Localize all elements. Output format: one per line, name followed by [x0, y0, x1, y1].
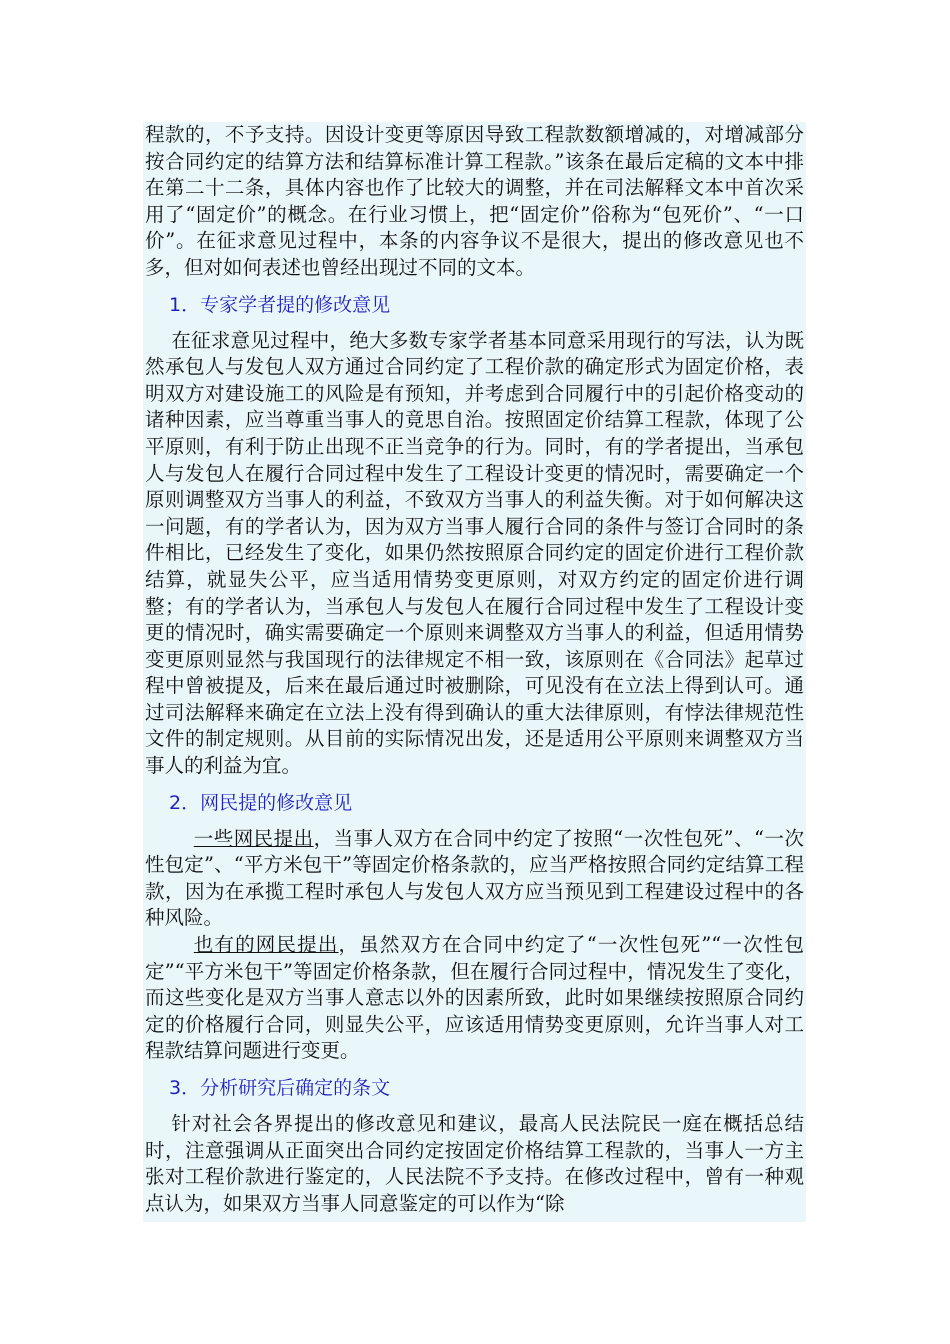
document-page [143, 122, 806, 1222]
section-2-heading: 2．网民提的修改意见 [169, 791, 353, 814]
section-2-paragraph-2 [145, 932, 804, 1065]
section-3-heading: 3．分析研究后确定的条文 [169, 1077, 391, 1099]
underlined-phrase: 一些网民提出 [193, 826, 314, 850]
document-body [143, 122, 806, 1217]
paragraph-text: ，虽然双方在合同中约定了“一次性包死”“一次性包定”“平方米包干”等固定价格条款，但在履行合同过程中，情况发生了变化，而这些变化是双方当事人意志以外的因素所致，此时如果继续按照原合同约定的价格履行合同，则显失公平，应该适用情势变更原则，允许当事人对工程款结算问题进行变更。 [145, 933, 804, 1063]
section-2-paragraph-1 [145, 826, 804, 932]
paragraph-text: ，当事人双方在合同中约定了按照“一次性包死”、“一次性包定”、“平方米包干”等固定价格条款的，应当严格按照合同约定结算工程款，因为在承揽工程时承包人与发包人双方应当预见到工程建设过程中的各种风险。 [145, 826, 804, 930]
underlined-phrase: 也有的网民提出 [193, 933, 339, 957]
section-1-heading: 1．专家学者提的修改意见 [169, 293, 391, 316]
section-1-paragraph: 在征求意见过程中，绝大多数专家学者基本同意采用现行的写法，认为既然承包人与发包人双方通过合同约定了工程价款的确定形式为固定价格，表明双方对建设施工的风险是有预知，并考虑到合同履行中的引起价格变动的诸种因素，应当尊重当事人的竟思自治。按照固定价结算工程款，体现了公平原则，有利于防止出现不正当竞争的行为。同时，有的学者提出，当承包人与发包人在履行合同过程中发生了工程设计变更的情况时，需要确定一个原则调整双方当事人的利益，不致双方当事人的利益失衡。对于如何解决这一问题，有的学者认为，因为双方当事人履行合同的条件与签订合同时的条件相比，已经发生了变化，如果仍然按照原合同约定的固定价进行工程价款结算，就显失公平，应当适用情势变更原则，对双方约定的固定价进行调整；有的学者认为，当承包人与发包人在履行合同过程中发生了工程设计变更的情况时，确实需要确定一个原则来调整双方当事人的利益，但适用情势变更原则显然与我国现行的法律规定不相一致，该原则在《合同法》起草过程中曾被提及，后来在最后通过时被删除，可见没有在立法上得到认可。通过司法解释来确定在立法上没有得到确认的重大法律原则，有悖法律规范性文件的制定规则。从目前的实际情况出发，还是适用公平原则来调整双方当事人的利益为宜。 [145, 328, 804, 778]
intro-paragraph: 程款的，不予支持。因设计变更等原因导致工程款数额增减的，对增减部分按合同约定的结算方法和结算标准计算工程款。”该条在最后定稿的文本中排在第二十二条，具体内容也作了比较大的调整，并在司法解释文本中首次采用了“固定价”的概念。在行业习惯上，把“固定价”俗称为“包死价”、“一口价”。在征求意见过程中，本条的内容争议不是很大，提出的修改意见也不多，但对如何表述也曾经出现过不同的文本。 [145, 123, 804, 279]
section-3-paragraph: 针对社会各界提出的修改意见和建议，最高人民法院民一庭在概括总结时，注意强调从正面突出合同约定按固定价格结算工程款的，当事人一方主张对工程价款进行鉴定的，人民法院不予支持。在修改过程中，曾有一种观点认为，如果双方当事人同意鉴定的可以作为“除 [145, 1112, 804, 1215]
